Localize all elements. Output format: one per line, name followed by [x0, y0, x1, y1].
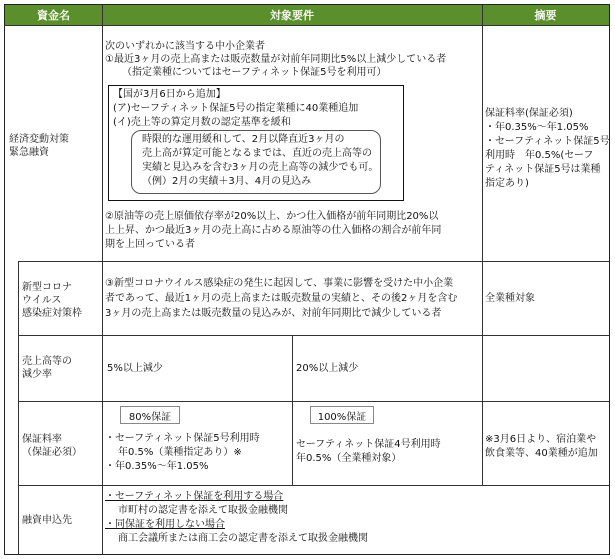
row-divider — [18, 261, 609, 262]
guarantee-summary-line: 飲食業等、40業種が追加 — [485, 448, 598, 459]
summary-line: 指定あり) — [485, 178, 529, 189]
row-divider — [5, 25, 609, 26]
guarantee-summary-line: ※3月6日より、宿泊業や — [485, 434, 597, 445]
covid-fund-name-line: 新型コロナ — [22, 282, 72, 293]
requirement-3-line: 3ヶ月の売上高または販売数量の見込みが、対前年同期比で減少している者 — [105, 308, 442, 319]
requirement-2-line: 上上昇、かつ最近3ヶ月の売上高に占める原油等の仕入価格の割合が前年同 — [105, 225, 442, 236]
requirement-2-line: 期を上回っている者 — [105, 239, 195, 250]
notice-detail-box — [131, 130, 381, 194]
col-divider — [18, 261, 19, 554]
notice-detail-line: 時限的な運用緩和して、2月以降直近3ヶ月の — [142, 134, 345, 145]
application-case-1-detail: 市町村の認定書を添えて取扱金融機関 — [118, 505, 288, 516]
covid-summary: 全業種対象 — [485, 293, 535, 304]
decline-rate-100: 20%以上減少 — [296, 363, 359, 374]
summary-line: 利用時 年0.5%(セーフ — [485, 150, 594, 161]
application-case-2-detail: 商工会議所または商工会の認定書を添えて取扱金融機関 — [118, 533, 368, 544]
row-divider — [18, 401, 609, 402]
requirement-3-line: 者であって、最近1ヶ月の売上高または販売数量の実績と、その後2ヶ月を含む — [105, 293, 458, 304]
requirement-1-note: （指定業種についてはセーフティネット保証5号を利用可） — [122, 67, 387, 78]
requirement-2-line: ②原油等の売上原価依存率が20%以上、かつ仕入価格が前年同期比20%以 — [105, 211, 439, 222]
notice-detail-line: （例）2月の実績＋3月、4月の見込み — [142, 176, 312, 187]
header-requirements: 対象要件 — [102, 5, 482, 25]
requirement-intro: 次のいずれかに該当する中小企業者 — [105, 41, 265, 52]
notice-item-b: (イ)売上等の算定月数の認定基準を緩和 — [113, 117, 291, 128]
guarantee-fee-label-line: （保証必須） — [22, 447, 82, 458]
notice-title: 【国が3月6日から追加】 — [113, 89, 226, 100]
application-case-1: ・セーフティネット保証を利用する場合 — [105, 491, 284, 502]
guarantee-80-line: 年0.5%（業種指定あり）※ — [118, 447, 242, 458]
covid-fund-name-line: 感染症対策枠 — [22, 308, 82, 319]
col-divider — [292, 335, 293, 485]
fund-name-line2: 緊急融資 — [9, 147, 49, 158]
decline-rate-label-line: 減少率 — [22, 369, 52, 380]
loan-table — [4, 4, 610, 555]
fund-name-line1: 経済変動対策 — [9, 134, 69, 145]
requirement-3-line: ③新型コロナウイルス感染症の発生に起因して、事業に影響を受けた中小企業 — [105, 278, 454, 289]
summary-line: ・年0.35%～年1.05% — [485, 122, 589, 133]
covid-fund-name-line: ウイルス — [22, 295, 62, 306]
requirement-1: ①最近3ヶ月の売上高または販売数量が対前年同期比5%以上減少している者 — [105, 54, 447, 65]
application-case-2: ・同保証を利用しない場合 — [105, 519, 225, 530]
summary-line: ティネット保証5号は業種 — [485, 164, 601, 175]
guarantee-100-line: 年0.5%（全業種対象） — [296, 453, 402, 464]
guarantee-100-label: 100%保証 — [317, 411, 367, 423]
guarantee-80-badge — [120, 406, 180, 424]
application-label: 融資申込先 — [22, 515, 72, 526]
col-divider — [482, 5, 483, 485]
guarantee-100-badge — [310, 406, 374, 424]
notice-item-a: (ア)セーフティネット保証5号の指定業種に40業種追加 — [113, 103, 359, 114]
notice-detail-line: 実績と見込みを含む3ヶ月の売上高等の減少でも可。 — [142, 162, 379, 173]
guarantee-80-label: 80%保証 — [128, 411, 172, 423]
col-divider — [102, 261, 103, 554]
guarantee-80-line: ・年0.35%～年1.05% — [105, 461, 209, 472]
summary-line: ・セーフティネット保証5号 — [485, 136, 610, 147]
notice-box — [108, 85, 404, 201]
col-divider — [102, 5, 103, 261]
decline-rate-label-line: 売上高等の — [22, 356, 72, 367]
row-divider — [18, 485, 609, 486]
guarantee-100-line: セーフティネット保証4号利用時 — [296, 439, 441, 450]
notice-detail-line: 売上高が算定可能となるまでは、直近の売上高等の — [142, 148, 372, 159]
header-summary: 摘要 — [482, 5, 609, 25]
row-divider — [18, 335, 609, 336]
summary-line: 保証料率(保証必須) — [485, 108, 573, 119]
guarantee-80-line: ・セーフティネット保証5号利用時 — [105, 433, 260, 444]
guarantee-fee-label-line: 保証料率 — [22, 434, 62, 445]
header-fund-name: 資金名 — [5, 5, 102, 25]
decline-rate-80: 5%以上減少 — [107, 363, 163, 374]
